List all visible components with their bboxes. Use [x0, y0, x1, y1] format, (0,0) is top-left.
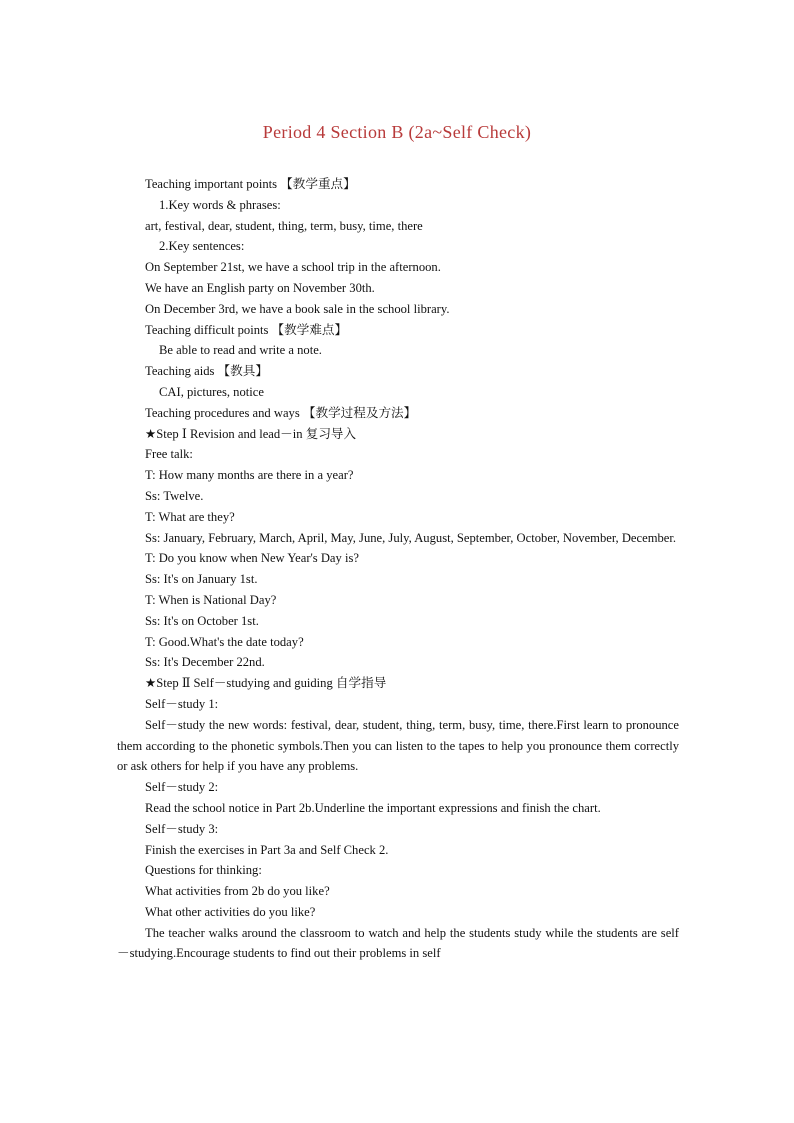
- text-line: Self－study 3:: [145, 821, 219, 836]
- paragraph-teacher-guidance: The teacher walks around the classroom to watch and help the students study while the students are self－studying.Encourage students to find out their problems in self: [117, 925, 679, 961]
- dialogue-line-months: Ss: January, February, March, April, May, June, July, August, September, October, November, December.: [145, 530, 677, 545]
- dialogue-line: Ss: It's on January 1st.: [145, 572, 258, 587]
- vocabulary-line: art, festival, dear, student, thing, term, busy, time, there: [145, 218, 423, 233]
- paragraph-self-study-2: Read the school notice in Part 2b.Underline the important expressions and finish the chart.: [145, 800, 601, 815]
- dialogue-line: T: How many months are there in a year?: [145, 468, 354, 483]
- text-line: CAI, pictures, notice: [159, 384, 264, 399]
- dialogue-line: Ss: It's on October 1st.: [145, 613, 259, 628]
- dialogue-line: T: Do you know when New Year's Day is?: [145, 551, 359, 566]
- text-line: Be able to read and write a note.: [159, 343, 322, 358]
- section-heading-important-points: Teaching important points 【教学重点】: [145, 177, 356, 191]
- text-line: Free talk:: [145, 447, 193, 462]
- sentence-line: On September 21st, we have a school trip in the afternoon.: [145, 260, 441, 275]
- dialogue-line: T: What are they?: [145, 509, 235, 524]
- section-heading-procedures: Teaching procedures and ways 【教学过程及方法】: [145, 405, 417, 420]
- question-line: What other activities do you like?: [145, 904, 316, 919]
- list-item: 1.Key words & phrases:: [159, 197, 281, 212]
- page-title: Period 4 Section B (2a~Self Check): [262, 122, 532, 142]
- document-body: [117, 174, 679, 964]
- question-line: What activities from 2b do you like?: [145, 884, 330, 899]
- text-line: Finish the exercises in Part 3a and Self Check 2.: [145, 842, 389, 857]
- text-line: Self－study 2:: [145, 780, 219, 795]
- paragraph-self-study-1: Self－study the new words: festival, dear, student, thing, term, busy, time, there.First learn to pronounce them according to the phonetic symbols.Then you can listen to the tapes to help you pronounce them correctly or ask others for help if you have any problems.: [117, 717, 679, 774]
- sentence-line: We have an English party on November 30th.: [145, 280, 375, 295]
- section-heading-difficult-points: Teaching difficult points 【教学难点】: [145, 322, 348, 337]
- dialogue-line: Ss: Twelve.: [145, 488, 204, 503]
- step-heading-2: ★Step Ⅱ Self－studying and guiding 自学指导: [145, 676, 387, 691]
- dialogue-line: Ss: It's December 22nd.: [145, 655, 265, 670]
- dialogue-line: T: When is National Day?: [145, 592, 277, 607]
- step-heading-1: ★Step Ⅰ Revision and lead－in 复习导入: [145, 426, 357, 441]
- text-line: Self－study 1:: [145, 696, 219, 711]
- text-line: Questions for thinking:: [145, 863, 262, 878]
- section-heading-teaching-aids: Teaching aids 【教具】: [145, 364, 268, 379]
- list-item: 2.Key sentences:: [159, 239, 245, 254]
- dialogue-line: T: Good.What's the date today?: [145, 634, 304, 649]
- sentence-line: On December 3rd, we have a book sale in the school library.: [145, 301, 450, 316]
